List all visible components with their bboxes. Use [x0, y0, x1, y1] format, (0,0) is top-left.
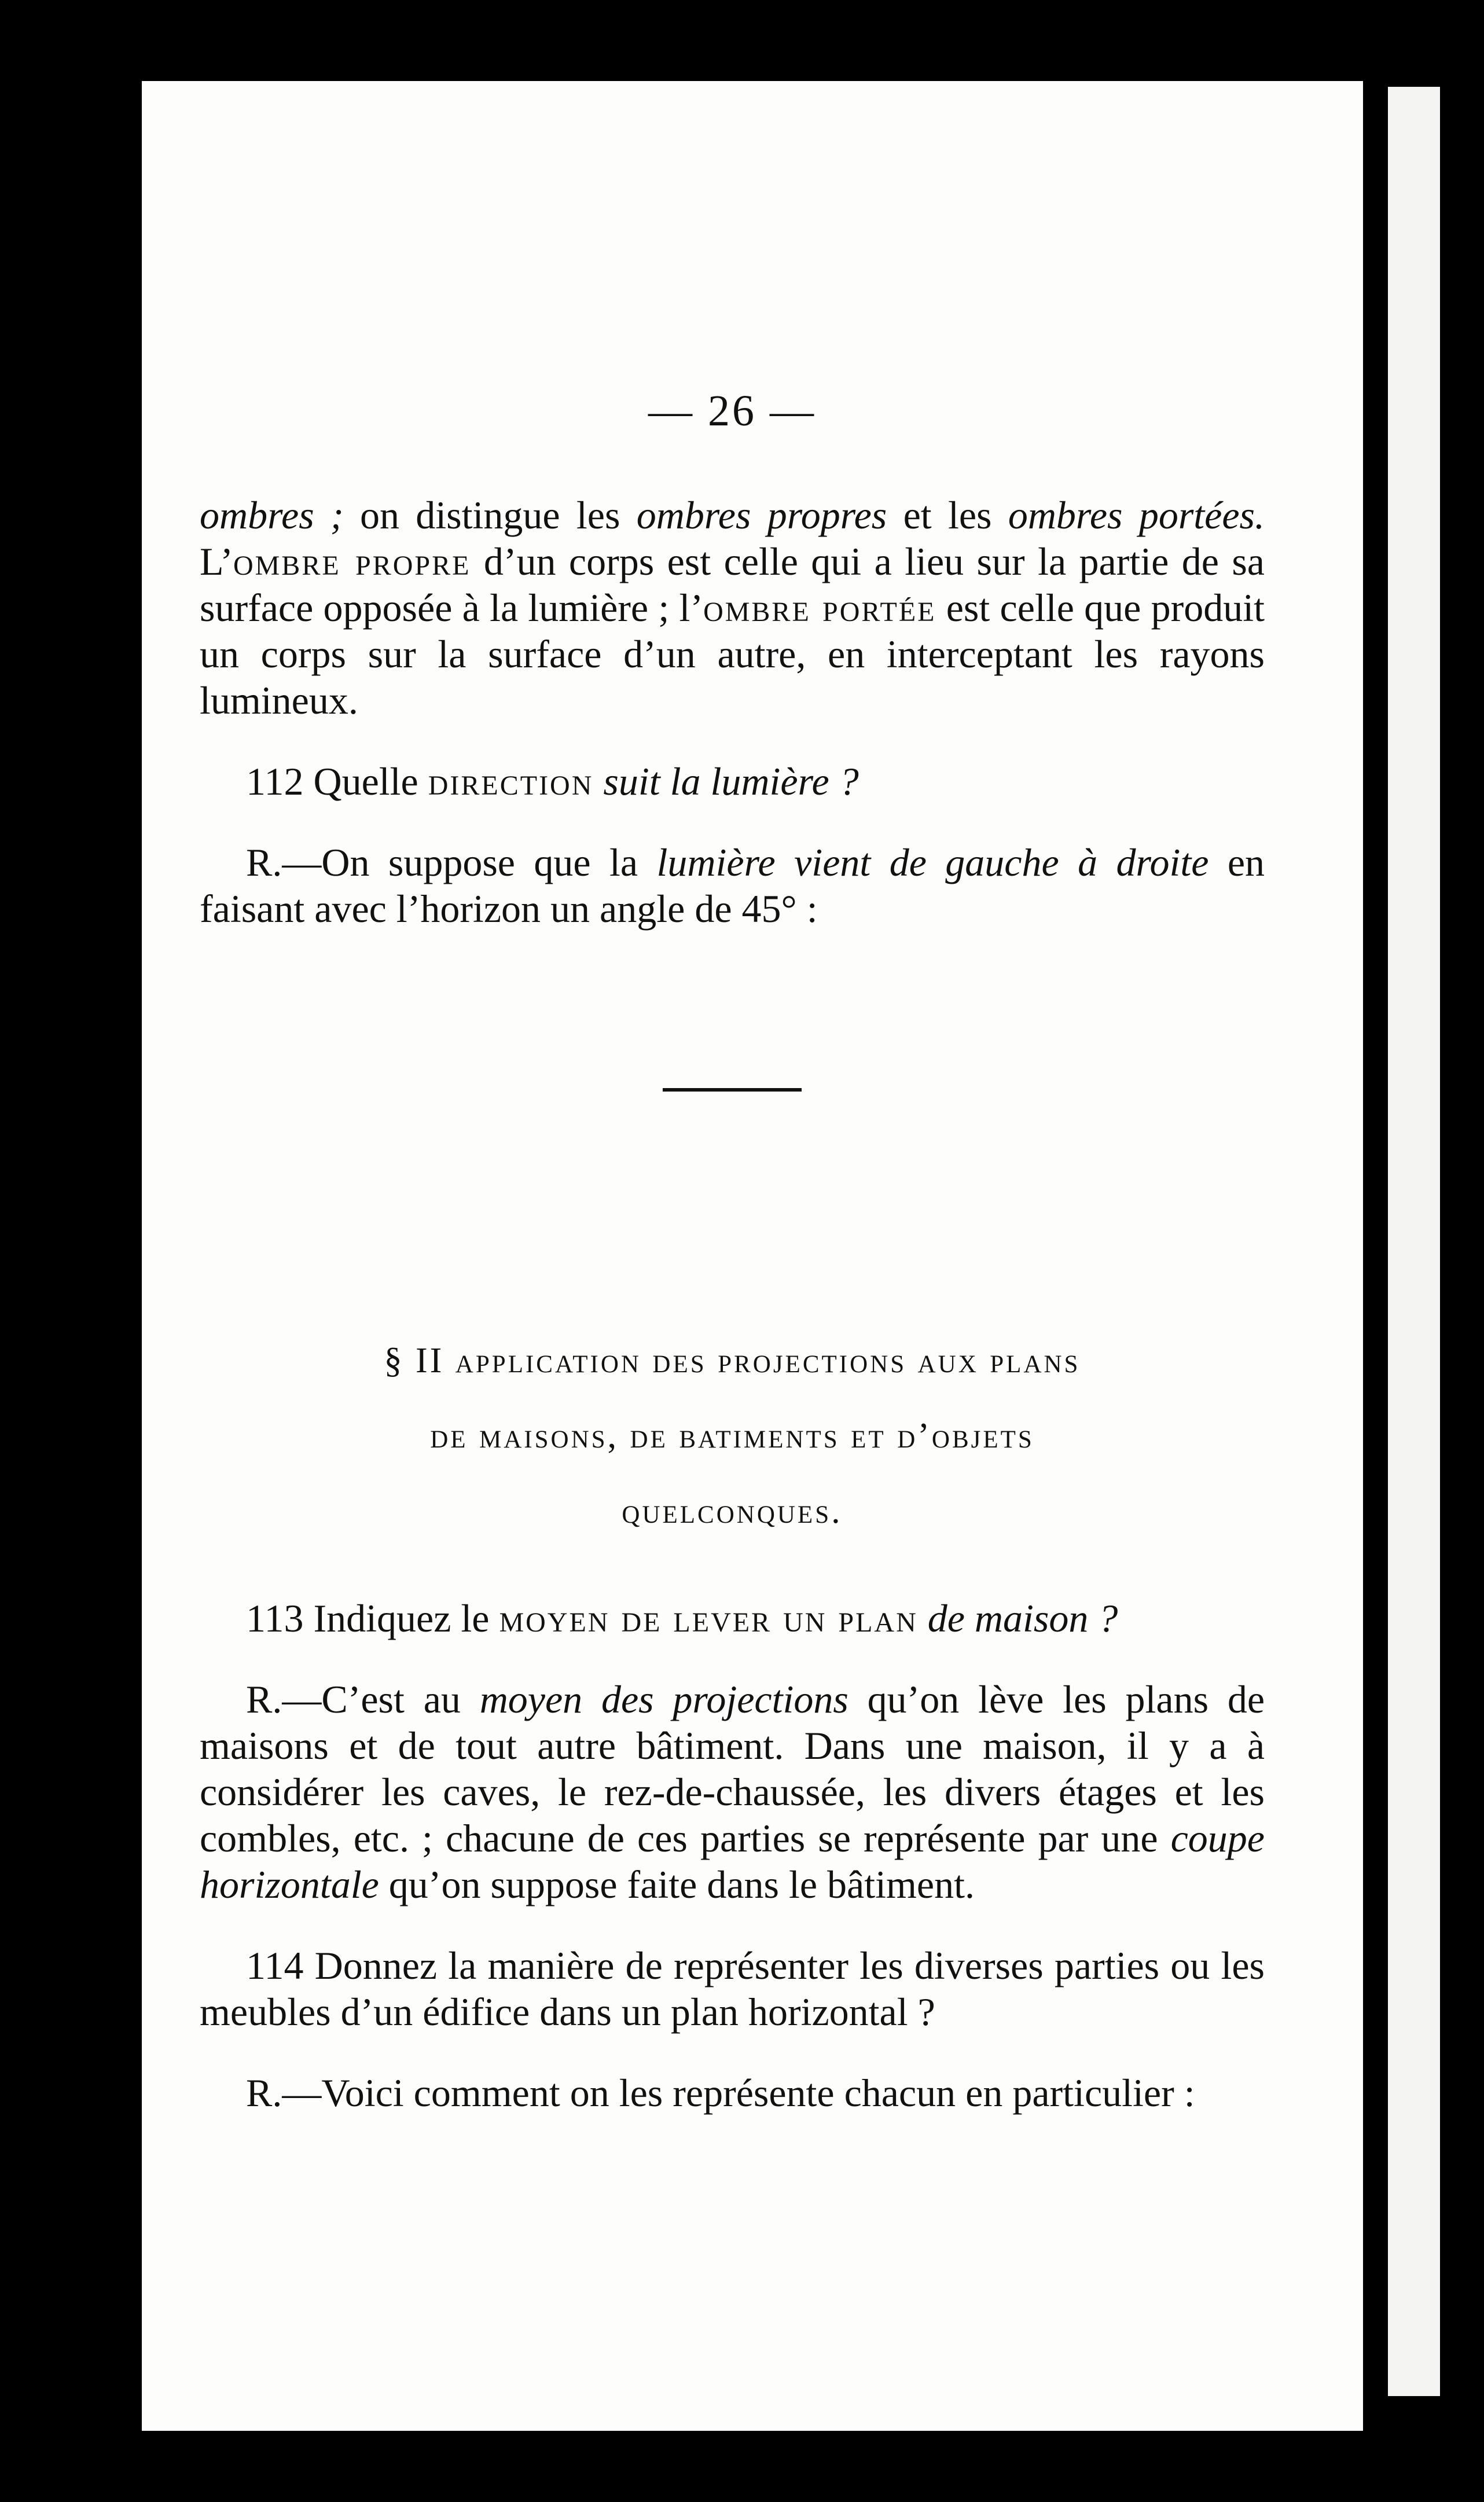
- text-span: R.—On suppose que la: [246, 840, 657, 884]
- text-span: suit la lumière ?: [593, 759, 859, 803]
- question-112: [200, 758, 1265, 804]
- page-text: [200, 376, 1265, 2116]
- text-span: moyen des projections: [479, 1677, 848, 1721]
- text-span: de maison ?: [917, 1596, 1118, 1640]
- question-114: [200, 1942, 1265, 2035]
- text-span: ombres propres: [636, 493, 887, 537]
- text-span: est celle que produit un corps sur la surface d’un autre, en interceptant les rayons lumineux.: [200, 586, 1265, 722]
- text-span: ombres ;: [200, 493, 344, 537]
- text-span: moyen de lever un plan: [499, 1596, 918, 1640]
- text-span: Quelle: [313, 759, 428, 803]
- text-span: ombres portées.: [1008, 493, 1265, 537]
- text-span: d’un corps est celle qui a lieu sur la partie de sa surface opposée à la lumière ; l’: [200, 539, 1265, 630]
- text-span: 113 Indiquez le: [246, 1596, 499, 1640]
- text-span: direction: [428, 759, 594, 803]
- text-span: ombre portée: [703, 586, 936, 630]
- text-span: coupe horizontale: [200, 1816, 1265, 1906]
- section-divider: [663, 1088, 802, 1092]
- text-span: on distingue les: [343, 493, 637, 537]
- text-span: R.—Voici comment on les représente chacun en particulier :: [246, 2071, 1195, 2115]
- text-span: qu’on suppose faite dans le bâtiment.: [379, 1862, 975, 1906]
- text-span: 114 Donnez la manière de représenter les diverses parties ou les meubles d’un édifice dans un plan horizontal ?: [200, 1943, 1265, 2034]
- text-span: lumière vient de gauche à droite: [656, 840, 1209, 884]
- section-heading: [200, 1323, 1265, 1549]
- text-span: en faisant avec l’horizon un angle de 45° :: [200, 840, 1265, 931]
- answer-113: [200, 1676, 1265, 1908]
- section-heading-line: § II application des projections aux plans: [384, 1341, 1081, 1380]
- section-heading-line: de maisons, de batiments et d’objets: [430, 1416, 1034, 1456]
- section-heading-line: quelconques.: [622, 1491, 843, 1531]
- paragraph-ombres: [200, 492, 1265, 723]
- text-span: L’: [200, 539, 233, 583]
- text-span: R.—C’est au: [246, 1677, 480, 1721]
- next-page-edge: [1388, 87, 1440, 2396]
- text-span: et les: [887, 493, 1008, 537]
- answer-112: [200, 839, 1265, 932]
- answer-114: [200, 2070, 1265, 2116]
- page-number: — 26 —: [648, 387, 816, 435]
- question-113: [200, 1595, 1265, 1641]
- text-span: qu’on lève les plans de maisons et de tout autre bâtiment. Dans une maison, il y a à considérer les caves, le rez-de-chaussée, les divers étages et les combles, etc. ; chacune de ces parties se représente par une: [200, 1677, 1265, 1860]
- question-number: 112: [246, 759, 314, 803]
- text-span: ombre propre: [233, 539, 471, 583]
